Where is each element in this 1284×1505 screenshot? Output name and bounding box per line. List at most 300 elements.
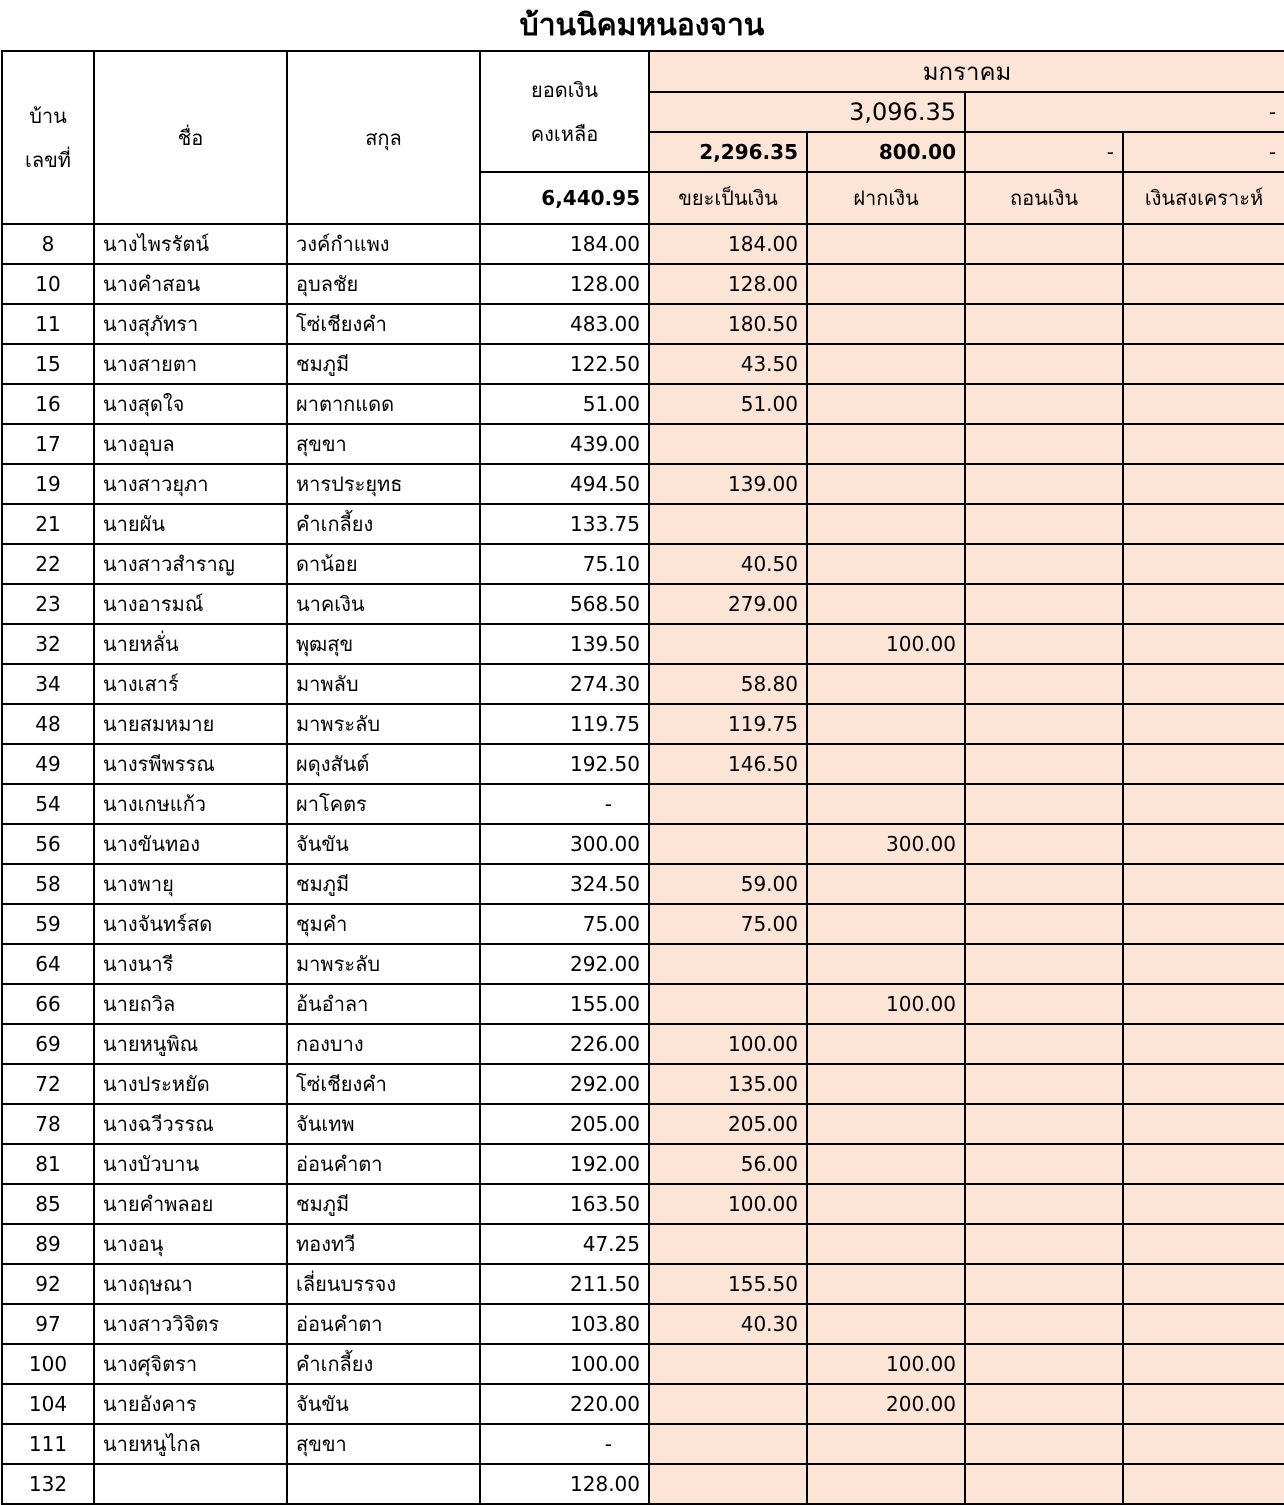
- cell-surname: ทองทวี: [287, 1224, 480, 1264]
- cell-deposit: [807, 384, 965, 424]
- header-name: ชื่อ: [94, 51, 287, 224]
- cell-surname: ชมภูมี: [287, 864, 480, 904]
- cell-deposit: [807, 1024, 965, 1064]
- table-row: [2, 1104, 1284, 1144]
- cell-balance: 128.00: [480, 1464, 649, 1504]
- cell-waste: 56.00: [649, 1144, 807, 1184]
- cell-welfare: [1123, 784, 1284, 824]
- cell-balance: 75.00: [480, 904, 649, 944]
- cell-withdraw: [965, 1144, 1123, 1184]
- cell-waste: 155.50: [649, 1264, 807, 1304]
- cell-waste: 75.00: [649, 904, 807, 944]
- cell-withdraw: [965, 864, 1123, 904]
- cell-balance: 292.00: [480, 1064, 649, 1104]
- table-row: [2, 1344, 1284, 1384]
- cell-balance: 220.00: [480, 1384, 649, 1424]
- cell-house-no: 11: [2, 304, 94, 344]
- cell-waste: 180.50: [649, 304, 807, 344]
- cell-withdraw: [965, 224, 1123, 264]
- cell-welfare: [1123, 224, 1284, 264]
- cell-withdraw: [965, 1424, 1123, 1464]
- cell-house-no: 10: [2, 264, 94, 304]
- cell-balance: 184.00: [480, 224, 649, 264]
- cell-deposit: 200.00: [807, 1384, 965, 1424]
- table-row: [2, 1264, 1284, 1304]
- cell-house-no: 22: [2, 544, 94, 584]
- cell-surname: เลี่ยนบรรจง: [287, 1264, 480, 1304]
- cell-welfare: [1123, 1304, 1284, 1344]
- subtotal-withdraw: -: [965, 132, 1123, 172]
- cell-balance: 439.00: [480, 424, 649, 464]
- cell-balance: 226.00: [480, 1024, 649, 1064]
- cell-deposit: [807, 424, 965, 464]
- cell-withdraw: [965, 304, 1123, 344]
- month-total-out: -: [965, 92, 1284, 132]
- table-row: [2, 504, 1284, 544]
- cell-surname: มาพระลับ: [287, 944, 480, 984]
- cell-waste: [649, 1424, 807, 1464]
- cell-name: นางสายตา: [94, 344, 287, 384]
- cell-welfare: [1123, 1104, 1284, 1144]
- cell-waste: 59.00: [649, 864, 807, 904]
- page-title: บ้านนิคมหนองจาน: [519, 8, 765, 43]
- cell-house-no: 69: [2, 1024, 94, 1064]
- cell-house-no: 59: [2, 904, 94, 944]
- cell-balance: 155.00: [480, 984, 649, 1024]
- table-row: [2, 864, 1284, 904]
- cell-welfare: [1123, 1144, 1284, 1184]
- cell-welfare: [1123, 1264, 1284, 1304]
- table-row: [2, 1184, 1284, 1224]
- cell-name: นางฉวีวรรณ: [94, 1104, 287, 1144]
- cell-waste: 135.00: [649, 1064, 807, 1104]
- cell-surname: วงค์กำแพง: [287, 224, 480, 264]
- cell-balance: 211.50: [480, 1264, 649, 1304]
- table-row: [2, 424, 1284, 464]
- cell-welfare: [1123, 824, 1284, 864]
- table-row: [2, 824, 1284, 864]
- table-row: [2, 1464, 1284, 1504]
- cell-name: นายหลั่น: [94, 624, 287, 664]
- cell-withdraw: [965, 784, 1123, 824]
- cell-waste: [649, 1384, 807, 1424]
- table-row: [2, 344, 1284, 384]
- cell-waste: 205.00: [649, 1104, 807, 1144]
- table-row: [2, 904, 1284, 944]
- cell-deposit: [807, 264, 965, 304]
- cell-balance: 139.50: [480, 624, 649, 664]
- header-house-no: บ้าน เลขที่: [2, 51, 94, 224]
- cell-waste: [649, 424, 807, 464]
- cell-deposit: [807, 224, 965, 264]
- cell-name: นางสาวสำราญ: [94, 544, 287, 584]
- cell-surname: จันขัน: [287, 824, 480, 864]
- subtotal-welfare: -: [1123, 132, 1284, 172]
- cell-name: นางสาวยุภา: [94, 464, 287, 504]
- cell-house-no: 72: [2, 1064, 94, 1104]
- cell-surname: อ่อนคำตา: [287, 1304, 480, 1344]
- cell-house-no: 15: [2, 344, 94, 384]
- cell-balance: 163.50: [480, 1184, 649, 1224]
- cell-name: นายถวิล: [94, 984, 287, 1024]
- cell-deposit: [807, 1104, 965, 1144]
- cell-withdraw: [965, 744, 1123, 784]
- cell-name: นายอังคาร: [94, 1384, 287, 1424]
- cell-waste: [649, 624, 807, 664]
- cell-house-no: 85: [2, 1184, 94, 1224]
- cell-deposit: [807, 1464, 965, 1504]
- cell-welfare: [1123, 904, 1284, 944]
- cell-house-no: 17: [2, 424, 94, 464]
- cell-withdraw: [965, 904, 1123, 944]
- table-row: [2, 784, 1284, 824]
- header-deposit: ฝากเงิน: [807, 172, 965, 224]
- cell-deposit: [807, 1064, 965, 1104]
- cell-welfare: [1123, 304, 1284, 344]
- cell-waste: 43.50: [649, 344, 807, 384]
- cell-balance: 568.50: [480, 584, 649, 624]
- cell-house-no: 97: [2, 1304, 94, 1344]
- cell-house-no: 104: [2, 1384, 94, 1424]
- cell-withdraw: [965, 1344, 1123, 1384]
- cell-surname: มาพระลับ: [287, 704, 480, 744]
- cell-house-no: 58: [2, 864, 94, 904]
- table-row: [2, 744, 1284, 784]
- cell-waste: 100.00: [649, 1024, 807, 1064]
- cell-welfare: [1123, 1024, 1284, 1064]
- cell-welfare: [1123, 1344, 1284, 1384]
- cell-surname: อ่อนคำตา: [287, 1144, 480, 1184]
- header-welfare: เงินสงเคราะห์: [1123, 172, 1284, 224]
- table-row: [2, 1024, 1284, 1064]
- cell-welfare: [1123, 1384, 1284, 1424]
- cell-welfare: [1123, 1424, 1284, 1464]
- header-withdraw: ถอนเงิน: [965, 172, 1123, 224]
- table-row: [2, 944, 1284, 984]
- cell-house-no: 81: [2, 1144, 94, 1184]
- cell-house-no: 48: [2, 704, 94, 744]
- cell-surname: คำเกลี้ยง: [287, 504, 480, 544]
- cell-waste: [649, 824, 807, 864]
- subtotal-deposit: 800.00: [807, 132, 965, 172]
- cell-waste: 119.75: [649, 704, 807, 744]
- cell-deposit: [807, 304, 965, 344]
- cell-withdraw: [965, 1464, 1123, 1504]
- cell-deposit: [807, 744, 965, 784]
- table-row: [2, 384, 1284, 424]
- cell-name: นางรพีพรรณ: [94, 744, 287, 784]
- cell-name: นางคำสอน: [94, 264, 287, 304]
- cell-name: นางอนุ: [94, 1224, 287, 1264]
- cell-deposit: [807, 1184, 965, 1224]
- cell-deposit: [807, 1224, 965, 1264]
- cell-welfare: [1123, 1064, 1284, 1104]
- cell-deposit: [807, 584, 965, 624]
- cell-name: นางขันทอง: [94, 824, 287, 864]
- cell-balance: 133.75: [480, 504, 649, 544]
- cell-surname: มาพลับ: [287, 664, 480, 704]
- cell-withdraw: [965, 984, 1123, 1024]
- cell-deposit: 100.00: [807, 984, 965, 1024]
- cell-balance: 122.50: [480, 344, 649, 384]
- cell-surname: กองบาง: [287, 1024, 480, 1064]
- cell-welfare: [1123, 664, 1284, 704]
- cell-waste: 146.50: [649, 744, 807, 784]
- cell-withdraw: [965, 1264, 1123, 1304]
- cell-house-no: 54: [2, 784, 94, 824]
- cell-withdraw: [965, 704, 1123, 744]
- cell-name: นางไพรรัตน์: [94, 224, 287, 264]
- cell-surname: [287, 1464, 480, 1504]
- cell-name: นางฤษณา: [94, 1264, 287, 1304]
- cell-waste: 100.00: [649, 1184, 807, 1224]
- table-row: [2, 984, 1284, 1024]
- table-row: [2, 304, 1284, 344]
- cell-deposit: [807, 1424, 965, 1464]
- cell-welfare: [1123, 424, 1284, 464]
- cell-welfare: [1123, 704, 1284, 744]
- cell-balance: 103.80: [480, 1304, 649, 1344]
- cell-withdraw: [965, 1184, 1123, 1224]
- cell-deposit: 300.00: [807, 824, 965, 864]
- cell-balance: 205.00: [480, 1104, 649, 1144]
- cell-waste: [649, 1344, 807, 1384]
- subtotal-waste: 2,296.35: [649, 132, 807, 172]
- header-month: มกราคม: [649, 51, 1284, 92]
- cell-deposit: [807, 904, 965, 944]
- cell-balance: -: [480, 784, 649, 824]
- cell-name: นางเสาร์: [94, 664, 287, 704]
- cell-withdraw: [965, 944, 1123, 984]
- cell-balance: 324.50: [480, 864, 649, 904]
- cell-deposit: 100.00: [807, 1344, 965, 1384]
- table-row: [2, 464, 1284, 504]
- cell-welfare: [1123, 1184, 1284, 1224]
- table-row: [2, 1144, 1284, 1184]
- cell-waste: [649, 1224, 807, 1264]
- table-row: [2, 1064, 1284, 1104]
- header-balance: ยอดเงิน คงเหลือ: [480, 51, 649, 172]
- cell-surname: คำเกลี้ยง: [287, 1344, 480, 1384]
- cell-deposit: 100.00: [807, 624, 965, 664]
- cell-surname: ผาโคตร: [287, 784, 480, 824]
- cell-surname: ผดุงสันต์: [287, 744, 480, 784]
- cell-withdraw: [965, 1064, 1123, 1104]
- cell-house-no: 49: [2, 744, 94, 784]
- cell-welfare: [1123, 544, 1284, 584]
- cell-name: นายคำพลอย: [94, 1184, 287, 1224]
- cell-house-no: 16: [2, 384, 94, 424]
- cell-balance: 292.00: [480, 944, 649, 984]
- table-row: [2, 264, 1284, 304]
- cell-waste: 58.80: [649, 664, 807, 704]
- cell-surname: นาคเงิน: [287, 584, 480, 624]
- cell-house-no: 8: [2, 224, 94, 264]
- cell-house-no: 78: [2, 1104, 94, 1144]
- cell-name: [94, 1464, 287, 1504]
- cell-house-no: 23: [2, 584, 94, 624]
- table-row: [2, 584, 1284, 624]
- table-row: [2, 624, 1284, 664]
- cell-withdraw: [965, 1304, 1123, 1344]
- table-row: [2, 1224, 1284, 1264]
- cell-deposit: [807, 464, 965, 504]
- cell-name: นางประหยัด: [94, 1064, 287, 1104]
- cell-waste: 279.00: [649, 584, 807, 624]
- header-surname: สกุล: [287, 51, 480, 224]
- cell-welfare: [1123, 984, 1284, 1024]
- cell-balance: 51.00: [480, 384, 649, 424]
- cell-surname: โซ่เชียงคำ: [287, 1064, 480, 1104]
- cell-withdraw: [965, 424, 1123, 464]
- cell-balance: 192.00: [480, 1144, 649, 1184]
- cell-balance: 100.00: [480, 1344, 649, 1384]
- cell-balance: 75.10: [480, 544, 649, 584]
- cell-house-no: 111: [2, 1424, 94, 1464]
- cell-house-no: 21: [2, 504, 94, 544]
- cell-welfare: [1123, 624, 1284, 664]
- cell-balance: 128.00: [480, 264, 649, 304]
- cell-welfare: [1123, 384, 1284, 424]
- cell-surname: พุฒสุข: [287, 624, 480, 664]
- table-row: [2, 704, 1284, 744]
- cell-house-no: 100: [2, 1344, 94, 1384]
- cell-house-no: 89: [2, 1224, 94, 1264]
- cell-withdraw: [965, 504, 1123, 544]
- table-row: [2, 224, 1284, 264]
- cell-deposit: [807, 864, 965, 904]
- table-row: [2, 1424, 1284, 1464]
- cell-waste: [649, 1464, 807, 1504]
- cell-waste: 40.30: [649, 1304, 807, 1344]
- cell-withdraw: [965, 344, 1123, 384]
- cell-deposit: [807, 1264, 965, 1304]
- cell-welfare: [1123, 464, 1284, 504]
- table-row: [2, 1384, 1284, 1424]
- cell-withdraw: [965, 824, 1123, 864]
- cell-deposit: [807, 544, 965, 584]
- table-row: [2, 544, 1284, 584]
- cell-deposit: [807, 1144, 965, 1184]
- cell-name: นางพายุ: [94, 864, 287, 904]
- cell-name: นายสมหมาย: [94, 704, 287, 744]
- cell-name: นางสุดใจ: [94, 384, 287, 424]
- cell-withdraw: [965, 264, 1123, 304]
- cell-surname: หารประยุทธ: [287, 464, 480, 504]
- cell-waste: [649, 984, 807, 1024]
- cell-surname: โซ่เชียงคำ: [287, 304, 480, 344]
- savings-ledger-table: [1, 50, 1284, 1505]
- cell-balance: 300.00: [480, 824, 649, 864]
- cell-withdraw: [965, 664, 1123, 704]
- cell-name: นายหนูไกล: [94, 1424, 287, 1464]
- cell-surname: จันขัน: [287, 1384, 480, 1424]
- cell-balance: 119.75: [480, 704, 649, 744]
- cell-withdraw: [965, 544, 1123, 584]
- cell-waste: 184.00: [649, 224, 807, 264]
- cell-name: นางอุบล: [94, 424, 287, 464]
- cell-house-no: 64: [2, 944, 94, 984]
- cell-name: นางสุภัทรา: [94, 304, 287, 344]
- cell-surname: ชุมคำ: [287, 904, 480, 944]
- cell-deposit: [807, 1304, 965, 1344]
- cell-house-no: 19: [2, 464, 94, 504]
- cell-house-no: 56: [2, 824, 94, 864]
- cell-withdraw: [965, 1384, 1123, 1424]
- cell-house-no: 132: [2, 1464, 94, 1504]
- cell-welfare: [1123, 584, 1284, 624]
- cell-surname: ชมภูมี: [287, 1184, 480, 1224]
- cell-waste: 40.50: [649, 544, 807, 584]
- cell-balance: 483.00: [480, 304, 649, 344]
- cell-name: นางสาววิจิตร: [94, 1304, 287, 1344]
- cell-balance: 192.50: [480, 744, 649, 784]
- month-total-in: 3,096.35: [649, 92, 965, 132]
- cell-welfare: [1123, 864, 1284, 904]
- cell-name: นางจันทร์สด: [94, 904, 287, 944]
- cell-welfare: [1123, 344, 1284, 384]
- cell-withdraw: [965, 384, 1123, 424]
- cell-withdraw: [965, 464, 1123, 504]
- cell-welfare: [1123, 744, 1284, 784]
- cell-deposit: [807, 944, 965, 984]
- cell-house-no: 66: [2, 984, 94, 1024]
- cell-withdraw: [965, 1224, 1123, 1264]
- cell-balance: 494.50: [480, 464, 649, 504]
- cell-surname: อุบลชัย: [287, 264, 480, 304]
- cell-waste: [649, 944, 807, 984]
- cell-waste: [649, 784, 807, 824]
- cell-name: นางศุจิตรา: [94, 1344, 287, 1384]
- table-body: [2, 224, 1284, 1504]
- cell-deposit: [807, 664, 965, 704]
- cell-waste: 128.00: [649, 264, 807, 304]
- cell-welfare: [1123, 264, 1284, 304]
- table-row: [2, 1304, 1284, 1344]
- balance-total: 6,440.95: [480, 172, 649, 224]
- cell-waste: 139.00: [649, 464, 807, 504]
- cell-name: นางนารี: [94, 944, 287, 984]
- cell-withdraw: [965, 1104, 1123, 1144]
- cell-waste: 51.00: [649, 384, 807, 424]
- cell-surname: ผาตากแดด: [287, 384, 480, 424]
- cell-name: นายผัน: [94, 504, 287, 544]
- cell-withdraw: [965, 1024, 1123, 1064]
- cell-deposit: [807, 504, 965, 544]
- cell-surname: อ้นอำลา: [287, 984, 480, 1024]
- cell-withdraw: [965, 584, 1123, 624]
- cell-name: นางบัวบาน: [94, 1144, 287, 1184]
- cell-welfare: [1123, 1224, 1284, 1264]
- cell-deposit: [807, 344, 965, 384]
- cell-waste: [649, 504, 807, 544]
- cell-withdraw: [965, 624, 1123, 664]
- cell-balance: -: [480, 1424, 649, 1464]
- cell-welfare: [1123, 1464, 1284, 1504]
- header-waste: ขยะเป็นเงิน: [649, 172, 807, 224]
- cell-deposit: [807, 784, 965, 824]
- cell-welfare: [1123, 944, 1284, 984]
- cell-house-no: 92: [2, 1264, 94, 1304]
- cell-house-no: 34: [2, 664, 94, 704]
- cell-house-no: 32: [2, 624, 94, 664]
- cell-balance: 47.25: [480, 1224, 649, 1264]
- table-row: [2, 664, 1284, 704]
- cell-name: นางเกษแก้ว: [94, 784, 287, 824]
- cell-name: นายหนูพิณ: [94, 1024, 287, 1064]
- cell-name: นางอารมณ์: [94, 584, 287, 624]
- cell-surname: ชมภูมี: [287, 344, 480, 384]
